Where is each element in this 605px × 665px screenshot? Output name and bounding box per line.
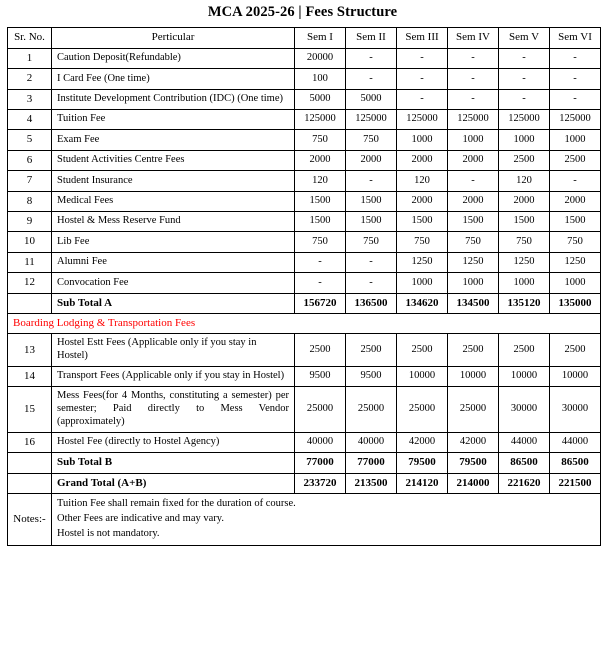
row-value-sem-2: 1500 bbox=[346, 191, 397, 211]
row-particular: Tuition Fee bbox=[52, 110, 295, 130]
row-value-sem-1: 1500 bbox=[295, 191, 346, 211]
row-value-sem-3: 1000 bbox=[397, 130, 448, 150]
grand-total-label: Grand Total (A+B) bbox=[52, 473, 295, 493]
column-header-sem-3: Sem III bbox=[397, 28, 448, 48]
row-sr-no: 12 bbox=[8, 273, 52, 293]
table-row bbox=[8, 334, 601, 367]
row-sr-no: 9 bbox=[8, 212, 52, 232]
row-value-sem-3: 10000 bbox=[397, 367, 448, 387]
column-header-sem-5: Sem V bbox=[499, 28, 550, 48]
row-value-sem-4: 125000 bbox=[448, 110, 499, 130]
row-particular: Student Activities Centre Fees bbox=[52, 150, 295, 170]
row-value-sem-5: 30000 bbox=[499, 387, 550, 432]
row-value-sem-2: 1500 bbox=[346, 212, 397, 232]
row-particular: Hostel & Mess Reserve Fund bbox=[52, 212, 295, 232]
row-value-sem-2: 125000 bbox=[346, 110, 397, 130]
row-value-sem-1: 2000 bbox=[295, 150, 346, 170]
row-value-sem-6: 1000 bbox=[550, 130, 601, 150]
row-value-sem-1: 20000 bbox=[295, 48, 346, 68]
row-value-sem-6: 2500 bbox=[550, 150, 601, 170]
column-header-sem-6: Sem VI bbox=[550, 28, 601, 48]
sub-total-a-sem-2: 136500 bbox=[346, 293, 397, 313]
row-value-sem-2: 9500 bbox=[346, 367, 397, 387]
row-sr-no: 3 bbox=[8, 89, 52, 109]
sub-total-a-sem-3: 134620 bbox=[397, 293, 448, 313]
row-sr-no: 15 bbox=[8, 387, 52, 432]
row-value-sem-1: 750 bbox=[295, 232, 346, 252]
row-value-sem-6: 1250 bbox=[550, 252, 601, 272]
row-value-sem-1: 100 bbox=[295, 69, 346, 89]
row-value-sem-3: 42000 bbox=[397, 432, 448, 452]
row-value-sem-2: 40000 bbox=[346, 432, 397, 452]
sub-total-a-row bbox=[8, 293, 601, 313]
row-value-sem-5: - bbox=[499, 89, 550, 109]
row-value-sem-2: 25000 bbox=[346, 387, 397, 432]
row-value-sem-4: - bbox=[448, 89, 499, 109]
column-header-sem-1: Sem I bbox=[295, 28, 346, 48]
row-sr-no: 16 bbox=[8, 432, 52, 452]
table-row bbox=[8, 387, 601, 432]
grand-total-row bbox=[8, 473, 601, 493]
table-row bbox=[8, 110, 601, 130]
row-value-sem-6: 2500 bbox=[550, 334, 601, 367]
row-value-sem-4: 2000 bbox=[448, 191, 499, 211]
row-value-sem-2: 750 bbox=[346, 232, 397, 252]
row-value-sem-1: 40000 bbox=[295, 432, 346, 452]
notes-row bbox=[8, 494, 601, 546]
row-value-sem-2: - bbox=[346, 273, 397, 293]
column-header-particular: Perticular bbox=[52, 28, 295, 48]
sub-total-a-sem-4: 134500 bbox=[448, 293, 499, 313]
row-value-sem-5: 1000 bbox=[499, 130, 550, 150]
row-value-sem-6: 750 bbox=[550, 232, 601, 252]
row-value-sem-5: 1000 bbox=[499, 273, 550, 293]
row-value-sem-5: 44000 bbox=[499, 432, 550, 452]
row-value-sem-4: - bbox=[448, 69, 499, 89]
row-value-sem-2: - bbox=[346, 69, 397, 89]
row-value-sem-1: 5000 bbox=[295, 89, 346, 109]
row-value-sem-5: 1500 bbox=[499, 212, 550, 232]
row-particular: Alumni Fee bbox=[52, 252, 295, 272]
row-sr-no: 2 bbox=[8, 69, 52, 89]
row-value-sem-1: 125000 bbox=[295, 110, 346, 130]
row-value-sem-4: 750 bbox=[448, 232, 499, 252]
row-sr-no: 11 bbox=[8, 252, 52, 272]
notes-body bbox=[52, 494, 601, 546]
row-value-sem-1: 9500 bbox=[295, 367, 346, 387]
sub-total-b-sem-5: 86500 bbox=[499, 453, 550, 473]
row-sr-no: 7 bbox=[8, 171, 52, 191]
row-value-sem-5: 125000 bbox=[499, 110, 550, 130]
row-value-sem-5: 120 bbox=[499, 171, 550, 191]
grand-total-sem-3: 214120 bbox=[397, 473, 448, 493]
grand-total-sr bbox=[8, 473, 52, 493]
page-title: MCA 2025-26 | Fees Structure bbox=[207, 4, 398, 20]
table-header bbox=[8, 28, 601, 48]
row-value-sem-5: 10000 bbox=[499, 367, 550, 387]
row-value-sem-4: - bbox=[448, 171, 499, 191]
table-row bbox=[8, 252, 601, 272]
sub-total-b-sr bbox=[8, 453, 52, 473]
row-value-sem-4: 1250 bbox=[448, 252, 499, 272]
row-particular: Hostel Fee (directly to Hostel Agency) bbox=[52, 432, 295, 452]
table-row bbox=[8, 171, 601, 191]
row-value-sem-1: 2500 bbox=[295, 334, 346, 367]
row-value-sem-3: 2000 bbox=[397, 150, 448, 170]
row-sr-no: 13 bbox=[8, 334, 52, 367]
row-sr-no: 4 bbox=[8, 110, 52, 130]
sub-total-a-label: Sub Total A bbox=[52, 293, 295, 313]
row-particular: Exam Fee bbox=[52, 130, 295, 150]
notes-label: Notes:- bbox=[8, 494, 52, 546]
row-value-sem-5: 2500 bbox=[499, 150, 550, 170]
table-row bbox=[8, 232, 601, 252]
row-value-sem-1: - bbox=[295, 273, 346, 293]
sub-total-a-sr bbox=[8, 293, 52, 313]
row-particular: Mess Fees(for 4 Months, constituting a semester) per semester; Paid directly to Mess Vendor (approximately) bbox=[52, 387, 295, 432]
row-value-sem-4: 2500 bbox=[448, 334, 499, 367]
row-particular: Convocation Fee bbox=[52, 273, 295, 293]
row-value-sem-5: 1250 bbox=[499, 252, 550, 272]
row-value-sem-6: 1500 bbox=[550, 212, 601, 232]
row-value-sem-3: 1000 bbox=[397, 273, 448, 293]
table-row bbox=[8, 367, 601, 387]
row-value-sem-6: 2000 bbox=[550, 191, 601, 211]
table-row bbox=[8, 89, 601, 109]
table-row bbox=[8, 69, 601, 89]
row-value-sem-5: 2000 bbox=[499, 191, 550, 211]
sub-total-a-sem-5: 135120 bbox=[499, 293, 550, 313]
row-particular: Transport Fees (Applicable only if you stay in Hostel) bbox=[52, 367, 295, 387]
row-value-sem-5: 2500 bbox=[499, 334, 550, 367]
row-value-sem-2: - bbox=[346, 171, 397, 191]
sub-total-b-row bbox=[8, 453, 601, 473]
table-row bbox=[8, 273, 601, 293]
row-value-sem-6: 44000 bbox=[550, 432, 601, 452]
column-header-sem-4: Sem IV bbox=[448, 28, 499, 48]
row-value-sem-6: 30000 bbox=[550, 387, 601, 432]
row-particular: Institute Development Contribution (IDC) (One time) bbox=[52, 89, 295, 109]
row-value-sem-2: - bbox=[346, 48, 397, 68]
row-particular: Student Insurance bbox=[52, 171, 295, 191]
row-value-sem-1: - bbox=[295, 252, 346, 272]
note-line: Other Fees are indicative and may vary. bbox=[57, 513, 224, 524]
row-value-sem-6: - bbox=[550, 89, 601, 109]
row-value-sem-4: 1000 bbox=[448, 273, 499, 293]
row-value-sem-2: 2000 bbox=[346, 150, 397, 170]
row-value-sem-6: 10000 bbox=[550, 367, 601, 387]
row-value-sem-3: 1250 bbox=[397, 252, 448, 272]
sub-total-b-sem-3: 79500 bbox=[397, 453, 448, 473]
sub-total-b-sem-4: 79500 bbox=[448, 453, 499, 473]
table-row bbox=[8, 191, 601, 211]
column-header-sem-2: Sem II bbox=[346, 28, 397, 48]
row-value-sem-2: 2500 bbox=[346, 334, 397, 367]
section-header-row-boarding bbox=[8, 314, 601, 334]
row-value-sem-5: - bbox=[499, 69, 550, 89]
row-value-sem-1: 120 bbox=[295, 171, 346, 191]
row-value-sem-5: - bbox=[499, 48, 550, 68]
row-value-sem-3: 1500 bbox=[397, 212, 448, 232]
row-value-sem-6: 1000 bbox=[550, 273, 601, 293]
row-sr-no: 1 bbox=[8, 48, 52, 68]
row-value-sem-2: 5000 bbox=[346, 89, 397, 109]
table-row bbox=[8, 130, 601, 150]
grand-total-sem-6: 221500 bbox=[550, 473, 601, 493]
row-sr-no: 14 bbox=[8, 367, 52, 387]
grand-total-sem-1: 233720 bbox=[295, 473, 346, 493]
section-header-boarding-label: Boarding Lodging & Transportation Fees bbox=[8, 314, 601, 334]
sub-total-b-sem-6: 86500 bbox=[550, 453, 601, 473]
row-value-sem-6: 125000 bbox=[550, 110, 601, 130]
grand-total-sem-5: 221620 bbox=[499, 473, 550, 493]
table-body bbox=[8, 48, 601, 545]
fees-structure-table bbox=[7, 27, 601, 545]
row-value-sem-4: 25000 bbox=[448, 387, 499, 432]
row-value-sem-3: - bbox=[397, 89, 448, 109]
row-value-sem-1: 1500 bbox=[295, 212, 346, 232]
sub-total-b-label: Sub Total B bbox=[52, 453, 295, 473]
table-row bbox=[8, 212, 601, 232]
row-value-sem-6: - bbox=[550, 69, 601, 89]
sub-total-b-sem-2: 77000 bbox=[346, 453, 397, 473]
note-line: Hostel is not mandatory. bbox=[57, 527, 160, 539]
row-value-sem-6: - bbox=[550, 48, 601, 68]
sub-total-a-sem-1: 156720 bbox=[295, 293, 346, 313]
row-particular: Medical Fees bbox=[52, 191, 295, 211]
row-value-sem-3: 2000 bbox=[397, 191, 448, 211]
row-sr-no: 5 bbox=[8, 130, 52, 150]
row-value-sem-3: - bbox=[397, 69, 448, 89]
table-row bbox=[8, 432, 601, 452]
row-value-sem-4: 10000 bbox=[448, 367, 499, 387]
row-particular: Caution Deposit(Refundable) bbox=[52, 48, 295, 68]
table-row bbox=[8, 150, 601, 170]
row-value-sem-4: 1500 bbox=[448, 212, 499, 232]
row-value-sem-3: 125000 bbox=[397, 110, 448, 130]
sub-total-a-sem-6: 135000 bbox=[550, 293, 601, 313]
row-value-sem-4: - bbox=[448, 48, 499, 68]
row-value-sem-3: 2500 bbox=[397, 334, 448, 367]
row-particular: I Card Fee (One time) bbox=[52, 69, 295, 89]
row-value-sem-4: 2000 bbox=[448, 150, 499, 170]
row-value-sem-4: 42000 bbox=[448, 432, 499, 452]
row-sr-no: 8 bbox=[8, 191, 52, 211]
row-sr-no: 6 bbox=[8, 150, 52, 170]
row-value-sem-4: 1000 bbox=[448, 130, 499, 150]
row-value-sem-6: - bbox=[550, 171, 601, 191]
column-header-sr-no: Sr. No. bbox=[8, 28, 52, 48]
grand-total-sem-2: 213500 bbox=[346, 473, 397, 493]
sub-total-b-sem-1: 77000 bbox=[295, 453, 346, 473]
row-sr-no: 10 bbox=[8, 232, 52, 252]
table-header-row bbox=[8, 28, 601, 48]
grand-total-sem-4: 214000 bbox=[448, 473, 499, 493]
row-value-sem-1: 25000 bbox=[295, 387, 346, 432]
row-particular: Hostel Estt Fees (Applicable only if you stay in Hostel) bbox=[52, 334, 295, 367]
row-value-sem-1: 750 bbox=[295, 130, 346, 150]
row-value-sem-3: 750 bbox=[397, 232, 448, 252]
note-line: Tuition Fee shall remain fixed for the duration of course. bbox=[57, 498, 296, 510]
row-value-sem-3: 25000 bbox=[397, 387, 448, 432]
row-value-sem-3: 120 bbox=[397, 171, 448, 191]
row-value-sem-3: - bbox=[397, 48, 448, 68]
row-value-sem-2: 750 bbox=[346, 130, 397, 150]
row-particular: Lib Fee bbox=[52, 232, 295, 252]
table-row bbox=[8, 48, 601, 68]
row-value-sem-2: - bbox=[346, 252, 397, 272]
row-value-sem-5: 750 bbox=[499, 232, 550, 252]
